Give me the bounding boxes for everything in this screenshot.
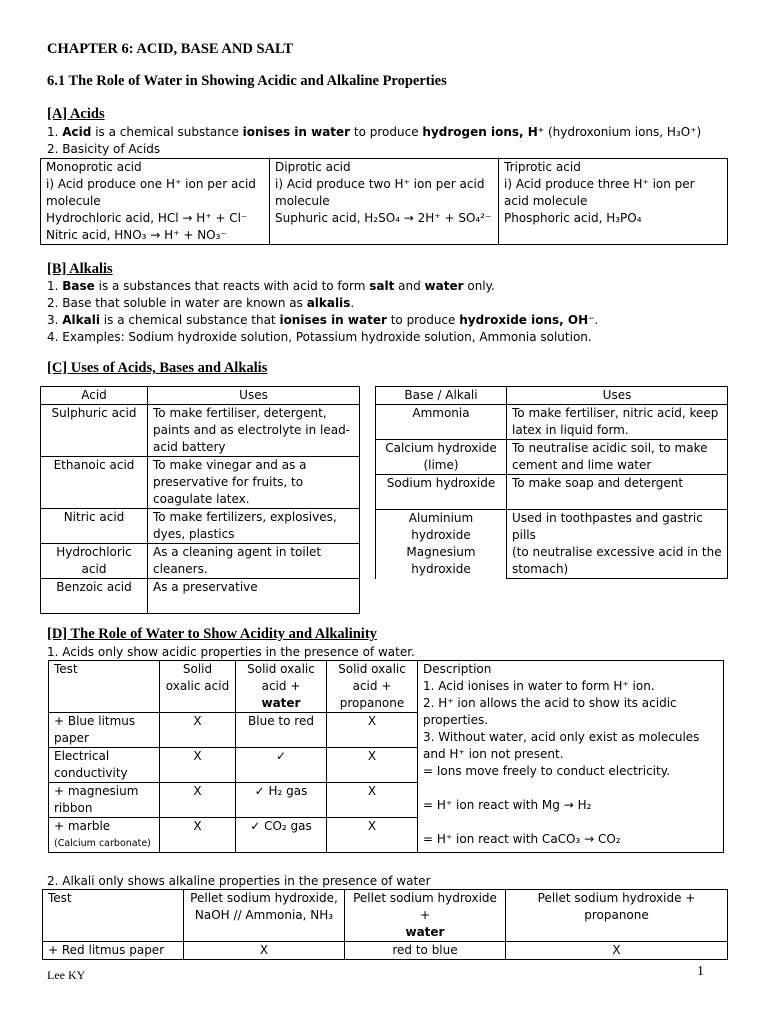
- column-header: [345, 890, 506, 942]
- base-use: [507, 510, 728, 579]
- term-ionises: ionises in water: [242, 125, 351, 139]
- acids-intro: 1. Acids only show acidic properties in the presence of water.: [47, 645, 415, 659]
- diprotic-cell: [270, 159, 499, 245]
- description-line: = H⁺ ion react with CaCO₃ → CO₂: [423, 832, 621, 846]
- acid-name: Ethanoic acid: [41, 457, 148, 509]
- result-cell: X: [160, 783, 236, 818]
- term-water: water: [424, 279, 464, 293]
- acids-heading: [A] Acids: [47, 106, 105, 122]
- description-line: [423, 780, 718, 797]
- term-acid: Acid: [62, 125, 92, 139]
- acid-use: To make fertilizers, explosives, dyes, plastics: [148, 509, 360, 544]
- base-use: To make fertiliser, nitric acid, keep latex in liquid form.: [507, 405, 728, 440]
- acid-definition: [47, 124, 701, 141]
- text: 2. Base that soluble in water are known as: [47, 296, 307, 310]
- text: 1.: [47, 125, 63, 139]
- acid-test-table: [48, 660, 724, 853]
- acid-use: As a cleaning agent in toilet cleaners.: [148, 544, 360, 579]
- base-use: To neutralise acidic soil, to make cement and lime water: [507, 440, 728, 475]
- text: to produce: [386, 313, 460, 327]
- text: 1.: [47, 279, 63, 293]
- cell-text: (to neutralise excessive acid in the stomach): [512, 545, 722, 576]
- alkali-definition: [47, 312, 598, 329]
- cell-text: i) Acid produce three H⁺ ion per: [504, 177, 695, 191]
- basicity-table: [40, 158, 728, 245]
- text: to produce: [350, 125, 423, 139]
- cell-text: + marble: [54, 819, 111, 833]
- column-header: Solid oxalic acid: [160, 661, 236, 713]
- result-cell: X: [160, 713, 236, 748]
- footer-author: Lee KY: [47, 968, 86, 982]
- description-cell: [418, 661, 724, 853]
- table-row: [376, 475, 728, 510]
- result-cell: X: [184, 942, 345, 960]
- cell-text: Magnesium hydroxide: [406, 545, 476, 576]
- base-name: [376, 510, 507, 579]
- description-line: = H⁺ ion react with Mg → H₂: [423, 798, 592, 812]
- table-row: [376, 510, 728, 579]
- column-header: Uses: [148, 387, 360, 405]
- column-header: Pellet sodium hydroxide + propanone: [506, 890, 728, 942]
- description-line: = Ions move freely to conduct electricity.: [423, 764, 670, 778]
- chapter-title: CHAPTER 6: ACID, BASE AND SALT: [47, 41, 294, 57]
- cell-text: i) Acid produce one H⁺ ion per acid: [46, 177, 256, 191]
- table-row: [41, 159, 728, 245]
- base-name: Sodium hydroxide: [376, 475, 507, 510]
- base-name: Ammonia: [376, 405, 507, 440]
- cell-text: Hydrochloric acid, HCl → H⁺ + Cl⁻: [46, 211, 248, 225]
- text: and: [394, 279, 425, 293]
- column-header: Test: [49, 661, 160, 713]
- triprotic-cell: [499, 159, 728, 245]
- term-salt: salt: [369, 279, 395, 293]
- column-header: Base / Alkali: [376, 387, 507, 405]
- table-row: [41, 405, 360, 457]
- cell-text: molecule: [275, 194, 330, 208]
- result-cell: X: [160, 818, 236, 853]
- cell-text: molecule: [46, 194, 101, 208]
- term-water: water: [405, 925, 445, 939]
- monoprotic-cell: [41, 159, 270, 245]
- table-header-row: [49, 661, 724, 713]
- test-name: [49, 818, 160, 853]
- column-header: Solid oxalic acid + propanone: [327, 661, 418, 713]
- acid-uses-table: [40, 386, 360, 614]
- test-name: + magnesium ribbon: [49, 783, 160, 818]
- section-title: 6.1 The Role of Water in Showing Acidic and Alkaline Properties: [47, 73, 447, 89]
- description-line: [423, 814, 718, 831]
- cell-text: Phosphoric acid, H₃PO₄: [504, 211, 642, 225]
- result-cell: X: [327, 783, 418, 818]
- text: .: [350, 296, 355, 310]
- test-name: + Blue litmus paper: [49, 713, 160, 748]
- term-base: Base: [62, 279, 95, 293]
- table-row: [41, 544, 360, 579]
- text: Solid oxalic acid +: [247, 662, 315, 693]
- cell-text: Used in toothpastes and gastric pills: [512, 511, 703, 542]
- alkali-test-table: [42, 889, 728, 960]
- table-header-row: [41, 387, 360, 405]
- term-ionises: ionises in water: [279, 313, 387, 327]
- base-name: Calcium hydroxide (lime): [376, 440, 507, 475]
- acid-name: Nitric acid: [41, 509, 148, 544]
- table-header-row: [376, 387, 728, 405]
- cell-text: i) Acid produce two H⁺ ion per acid: [275, 177, 485, 191]
- acid-name: Sulphuric acid: [41, 405, 148, 457]
- alkali-known-as: [47, 295, 354, 312]
- table-row: [41, 579, 360, 614]
- cell-text: acid molecule: [504, 194, 588, 208]
- text: .: [594, 313, 599, 327]
- text: is a chemical substance that: [99, 313, 280, 327]
- acid-name: Benzoic acid: [41, 579, 148, 614]
- cell-text: Suphuric acid, H₂SO₄ → 2H⁺ + SO₄²⁻: [275, 211, 492, 225]
- result-cell: ✓ H₂ gas: [236, 783, 327, 818]
- text: is a substances that reacts with acid to form: [94, 279, 370, 293]
- table-row: [43, 942, 728, 960]
- result-cell: ✓: [236, 748, 327, 783]
- result-cell: X: [160, 748, 236, 783]
- acid-use: To make vinegar and as a preservative for fruits, to coagulate latex.: [148, 457, 360, 509]
- term-water: water: [261, 696, 301, 710]
- column-header: [236, 661, 327, 713]
- cell-text: Triprotic acid: [504, 160, 581, 174]
- uses-heading: [C] Uses of Acids, Bases and Alkalis: [47, 360, 268, 376]
- acid-name: Hydrochloric acid: [41, 544, 148, 579]
- test-name: + Red litmus paper: [43, 942, 184, 960]
- base-use: To make soap and detergent: [507, 475, 728, 510]
- result-cell: red to blue: [345, 942, 506, 960]
- cell-text: Nitric acid, HNO₃ → H⁺ + NO₃⁻: [46, 228, 227, 242]
- text: (hydroxonium ions, H₃O⁺): [544, 125, 702, 139]
- table-row: [376, 405, 728, 440]
- description-line: 2. H⁺ ion allows the acid to show its acidic properties.: [423, 696, 677, 727]
- cell-text: Monoprotic acid: [46, 160, 142, 174]
- page-number: 1: [697, 964, 704, 979]
- table-row: [41, 457, 360, 509]
- cell-text: Diprotic acid: [275, 160, 351, 174]
- term-alkali: Alkali: [62, 313, 100, 327]
- description-line: 1. Acid ionises in water to form H⁺ ion.: [423, 679, 655, 693]
- acid-use: To make fertiliser, detergent, paints and as electrolyte in lead-acid battery: [148, 405, 360, 457]
- cell-note: (Calcium carbonate): [54, 838, 151, 849]
- result-cell: X: [327, 818, 418, 853]
- result-cell: X: [327, 713, 418, 748]
- term-hydrogen-ions: hydrogen ions, H⁺: [422, 125, 545, 139]
- table-row: [376, 440, 728, 475]
- basicity-heading: 2. Basicity of Acids: [47, 142, 161, 156]
- result-cell: X: [506, 942, 728, 960]
- alkali-intro: 2. Alkali only shows alkaline properties in the presence of water: [47, 874, 431, 888]
- description-line: 3. Without water, acid only exist as molecules and H⁺ ion not present.: [423, 730, 700, 761]
- alkali-examples: 4. Examples: Sodium hydroxide solution, Potassium hydroxide solution, Ammonia solution.: [47, 330, 592, 344]
- text: is a chemical substance: [91, 125, 243, 139]
- text: only.: [463, 279, 495, 293]
- column-header: Description: [423, 662, 492, 676]
- column-header: Acid: [41, 387, 148, 405]
- cell-text: Aluminium hydroxide: [408, 511, 474, 542]
- result-cell: ✓ CO₂ gas: [236, 818, 327, 853]
- role-heading: [D] The Role of Water to Show Acidity and Alkalinity: [47, 626, 377, 642]
- column-header: Uses: [507, 387, 728, 405]
- term-alkalis: alkalis: [306, 296, 351, 310]
- result-cell: X: [327, 748, 418, 783]
- table-header-row: [43, 890, 728, 942]
- result-cell: Blue to red: [236, 713, 327, 748]
- base-uses-table: [375, 386, 728, 579]
- column-header: Pellet sodium hydroxide, NaOH // Ammonia, NH₃: [184, 890, 345, 942]
- text: Pellet sodium hydroxide +: [353, 891, 497, 922]
- acid-use: As a preservative: [148, 579, 360, 614]
- table-row: [41, 509, 360, 544]
- column-header: Test: [43, 890, 184, 942]
- alkalis-heading: [B] Alkalis: [47, 261, 113, 277]
- term-hydroxide-ions: hydroxide ions, OH⁻: [459, 313, 595, 327]
- base-definition: [47, 278, 495, 295]
- text: 3.: [47, 313, 63, 327]
- test-name: Electrical conductivity: [49, 748, 160, 783]
